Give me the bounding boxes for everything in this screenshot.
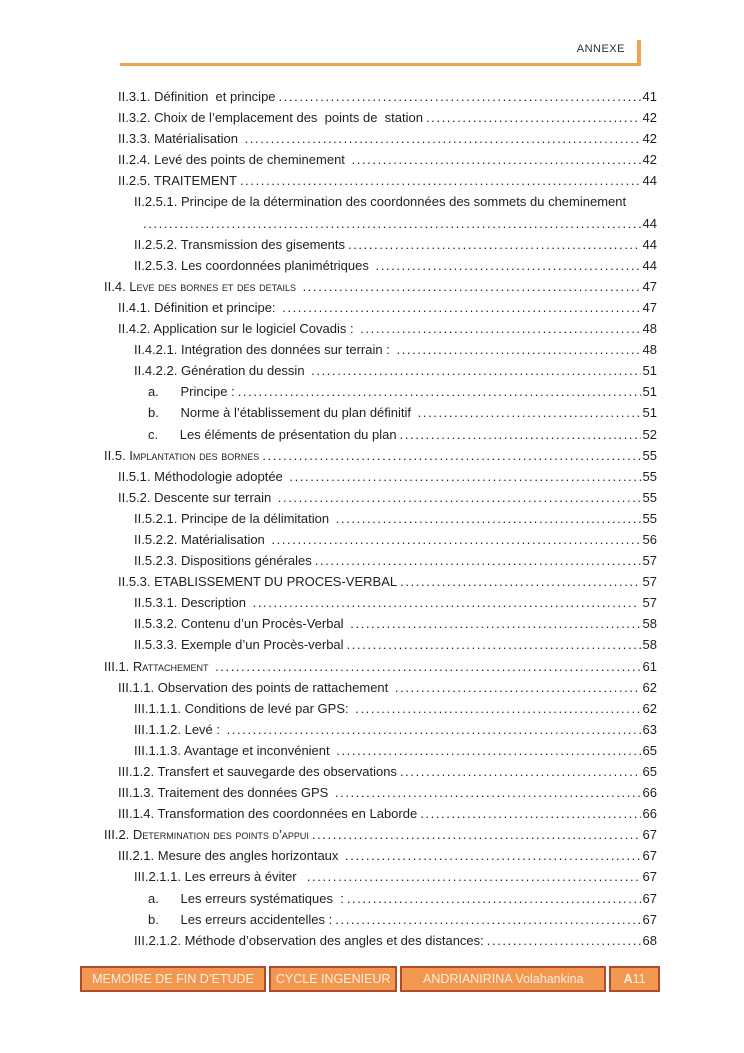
toc-entry-text: c. Les éléments de présentation du plan (148, 426, 397, 442)
footer-cell-label: MEMOIRE DE FIN D’ETUDE (92, 971, 254, 986)
toc-dot-leader (335, 782, 641, 803)
toc-dot-leader (279, 86, 641, 107)
header-accent-bar (637, 40, 641, 66)
toc-entry (104, 170, 657, 191)
toc-entry-text: III.2.1. Mesure des angles horizontaux (118, 848, 343, 864)
toc-entry-text: II.5. Implantation des bornes (104, 447, 260, 463)
toc-page-number: 63 (642, 721, 657, 737)
toc-entry-text: III.2.1.2. Méthode d’observation des angles et des distances: (134, 932, 484, 948)
toc-dot-leader (312, 824, 641, 845)
toc-page-number: 58 (642, 637, 657, 653)
toc-entry-text: III.1.3. Traitement des données GPS (118, 785, 332, 801)
toc-entry-text: III.1.1.2. Levé : (134, 721, 224, 737)
toc-entry-text: II.5.2.2. Matérialisation (134, 531, 269, 547)
toc-entry-text: III.2.1.1. Les erreurs à éviter (134, 869, 304, 885)
toc-page-number: 65 (642, 764, 657, 779)
toc-entry-text: a. Principe : (148, 384, 235, 400)
toc-entry-text: II.5.2.3. Dispositions générales (134, 553, 312, 569)
toc-page-number: 55 (642, 489, 657, 505)
toc-dot-leader (253, 592, 637, 613)
toc-entry-text: II.4. Leve des bornes et des details (104, 278, 300, 294)
toc-entry-text: II.3.3. Matérialisation (118, 131, 242, 147)
toc-page-number: 52 (642, 426, 657, 442)
toc-entry (104, 613, 657, 634)
toc-page-number: 51 (642, 405, 657, 421)
toc-dot-leader (487, 930, 641, 951)
toc-dot-leader (418, 402, 641, 423)
toc-dot-leader (375, 255, 640, 276)
toc-entry-text: II.4.2.2. Génération du dessin (134, 363, 309, 379)
toc-entry-text: III.1.2. Transfert et sauvegarde des observations (118, 764, 397, 779)
toc-entry (104, 276, 657, 297)
header-title: ANNEXE (576, 43, 625, 55)
toc-entry (104, 107, 657, 128)
footer-cell-label: ANDRIANIRINA Volahankina (423, 971, 584, 986)
toc-page-number: 42 (642, 152, 657, 168)
header-rule (120, 63, 637, 66)
toc-dot-leader (335, 909, 640, 930)
footer-cell (80, 966, 266, 992)
toc-entry-text: b. Les erreurs accidentelles : (148, 911, 333, 927)
toc-entry-text: II.5.3.3. Exemple d’un Procès-verbal (134, 637, 344, 653)
toc-dot-leader (352, 149, 641, 170)
toc-entry (104, 888, 657, 909)
toc-page-number: 51 (642, 384, 657, 400)
toc-entry (104, 824, 657, 845)
toc-entry (104, 845, 657, 866)
toc-entry (104, 677, 657, 698)
toc-page-number: 44 (642, 215, 657, 231)
toc-dot-leader (347, 634, 641, 655)
toc-dot-leader (271, 529, 640, 550)
toc-page-number: 57 (642, 553, 657, 569)
toc-dot-leader (426, 107, 641, 128)
toc-entry (104, 782, 657, 803)
toc-entry (104, 508, 657, 529)
toc-dot-leader (282, 297, 640, 318)
toc-dot-leader (289, 466, 640, 487)
toc-entry (104, 592, 657, 613)
toc-entry (104, 571, 657, 592)
toc-entry-text: III.1.4. Transformation des coordonnées en Laborde (118, 806, 418, 822)
toc-dot-leader (345, 845, 641, 866)
toc-entry-text: III.2. Determination des points d’appui (104, 827, 309, 843)
toc-entry (104, 656, 657, 677)
toc-page-number: 67 (642, 869, 657, 885)
toc-page-number: 62 (642, 679, 657, 695)
toc-page-number: 61 (642, 658, 657, 674)
toc-dot-leader (400, 761, 641, 782)
toc-dot-leader (278, 487, 641, 508)
toc-page-number: 66 (642, 785, 657, 801)
toc-entry-text: II.5.3. ETABLISSEMENT DU PROCES-VERBAL (118, 574, 398, 590)
toc-page-number: 67 (642, 890, 657, 906)
toc-entry-text: III.1.1.3. Avantage et inconvénient (134, 742, 334, 758)
toc-dot-leader (307, 866, 641, 887)
toc-entry (104, 318, 657, 339)
toc-entry (104, 339, 657, 360)
toc-dot-leader (360, 318, 640, 339)
toc-page-number: 66 (642, 806, 657, 822)
toc-entry (104, 234, 657, 255)
toc-entry-text: II.4.1. Définition et principe: (118, 299, 280, 315)
toc-entry (104, 128, 657, 149)
toc-entry-text: a. Les erreurs systématiques : (148, 890, 344, 906)
toc-dot-leader (400, 571, 640, 592)
toc-entry (104, 529, 657, 550)
footer-cell (269, 966, 397, 992)
toc-dot-leader (336, 740, 640, 761)
footer-cell (400, 966, 606, 992)
toc-entry (104, 86, 657, 107)
toc-page-number: 47 (642, 299, 657, 315)
toc-entry-text: II.5.3.1. Description (134, 595, 250, 611)
toc-page-number: 55 (642, 510, 657, 526)
toc-entry-text: II.2.5. TRAITEMENT (118, 173, 237, 189)
toc-entry (104, 740, 657, 761)
toc-dot-leader (315, 550, 641, 571)
toc-page-number: 56 (642, 531, 657, 547)
toc-dot-leader (240, 170, 641, 191)
toc-entry (104, 719, 657, 740)
toc-page-number: 48 (642, 321, 657, 337)
toc-entry (104, 381, 657, 402)
toc-entry-text: b. Norme à l’établissement du plan définitif (148, 405, 415, 421)
toc-entry (104, 761, 657, 782)
toc-page-number: 67 (642, 848, 657, 864)
toc-entry (104, 213, 657, 234)
toc-entry-text: II.2.5.3. Les coordonnées planimétriques (134, 257, 373, 273)
toc-entry-text: III.1.1. Observation des points de rattachement (118, 679, 392, 695)
footer-cell (609, 966, 660, 992)
toc-page-number: 44 (642, 236, 657, 252)
toc-entry (104, 297, 657, 318)
toc-entry (104, 255, 657, 276)
toc-page-number: 42 (642, 110, 657, 126)
toc-dot-leader (143, 213, 641, 234)
toc-dot-leader (396, 339, 640, 360)
toc-dot-leader (420, 803, 640, 824)
table-of-contents (104, 86, 657, 951)
toc-entry (104, 930, 657, 951)
page-footer (80, 966, 660, 992)
toc-entry-text: II.5.3.2. Contenu d’un Procès-Verbal (134, 616, 348, 632)
toc-dot-leader (395, 677, 641, 698)
toc-page-number: 62 (642, 700, 657, 716)
toc-dot-leader (350, 613, 640, 634)
toc-dot-leader (262, 445, 640, 466)
toc-page-number: 51 (642, 363, 657, 379)
toc-entry-text: II.2.5.1. Principe de la détermination des coordonnées des sommets du cheminement (134, 194, 627, 210)
toc-page-number: 47 (642, 278, 657, 294)
toc-entry-text: II.3.1. Définition et principe (118, 89, 276, 104)
toc-entry (104, 866, 657, 887)
toc-page-number: 65 (642, 742, 657, 758)
toc-dot-leader (348, 234, 641, 255)
toc-entry (104, 803, 657, 824)
toc-entry-text: III.1.1.1. Conditions de levé par GPS: (134, 700, 353, 716)
toc-entry-text: II.5.1. Méthodologie adoptée (118, 468, 287, 484)
toc-page-number: 44 (642, 173, 657, 189)
toc-entry (104, 698, 657, 719)
toc-page-number: 57 (638, 595, 657, 611)
toc-page-number: 48 (642, 342, 657, 358)
toc-page-number: 55 (642, 468, 657, 484)
toc-entry-text: II.4.2.1. Intégration des données sur terrain : (134, 342, 394, 358)
footer-cell-label: A11 (623, 971, 646, 986)
toc-entry (104, 487, 657, 508)
toc-entry (104, 191, 657, 212)
toc-entry (104, 466, 657, 487)
toc-entry (104, 909, 657, 930)
toc-dot-leader (303, 276, 641, 297)
toc-dot-leader (245, 128, 641, 149)
toc-entry (104, 634, 657, 655)
toc-dot-leader (311, 360, 640, 381)
toc-page-number: 57 (642, 574, 657, 590)
toc-entry-text: II.2.5.2. Transmission des gisements (134, 236, 345, 252)
toc-entry-text: III.1. Rattachement (104, 658, 213, 674)
toc-entry-text: II.5.2.1. Principe de la délimitation (134, 510, 333, 526)
toc-dot-leader (355, 698, 640, 719)
toc-dot-leader (238, 381, 641, 402)
toc-entry (104, 550, 657, 571)
toc-page-number: 58 (642, 616, 657, 632)
toc-entry-text: II.4.2. Application sur le logiciel Covadis : (118, 321, 358, 337)
toc-entry-text: II.2.4. Levé des points de cheminement (118, 152, 349, 168)
toc-dot-leader (215, 656, 640, 677)
toc-entry (104, 402, 657, 423)
footer-cell-label: CYCLE INGENIEUR (275, 971, 391, 986)
toc-entry-text: II.5.2. Descente sur terrain (118, 489, 275, 505)
toc-entry-text: II.3.2. Choix de l’emplacement des points de station (118, 110, 423, 126)
toc-page-number: 67 (642, 827, 657, 843)
toc-dot-leader (227, 719, 641, 740)
toc-page-number: 68 (642, 932, 657, 948)
toc-dot-leader (400, 424, 641, 445)
toc-page-number: 55 (642, 447, 657, 463)
toc-page-number: 42 (642, 131, 657, 147)
toc-entry (104, 424, 657, 445)
toc-entry (104, 360, 657, 381)
toc-dot-leader (336, 508, 641, 529)
toc-page-number: 41 (642, 89, 657, 104)
toc-page-number: 67 (642, 911, 657, 927)
toc-page-number: 44 (642, 257, 657, 273)
toc-dot-leader (347, 888, 641, 909)
toc-entry (104, 149, 657, 170)
toc-entry (104, 445, 657, 466)
